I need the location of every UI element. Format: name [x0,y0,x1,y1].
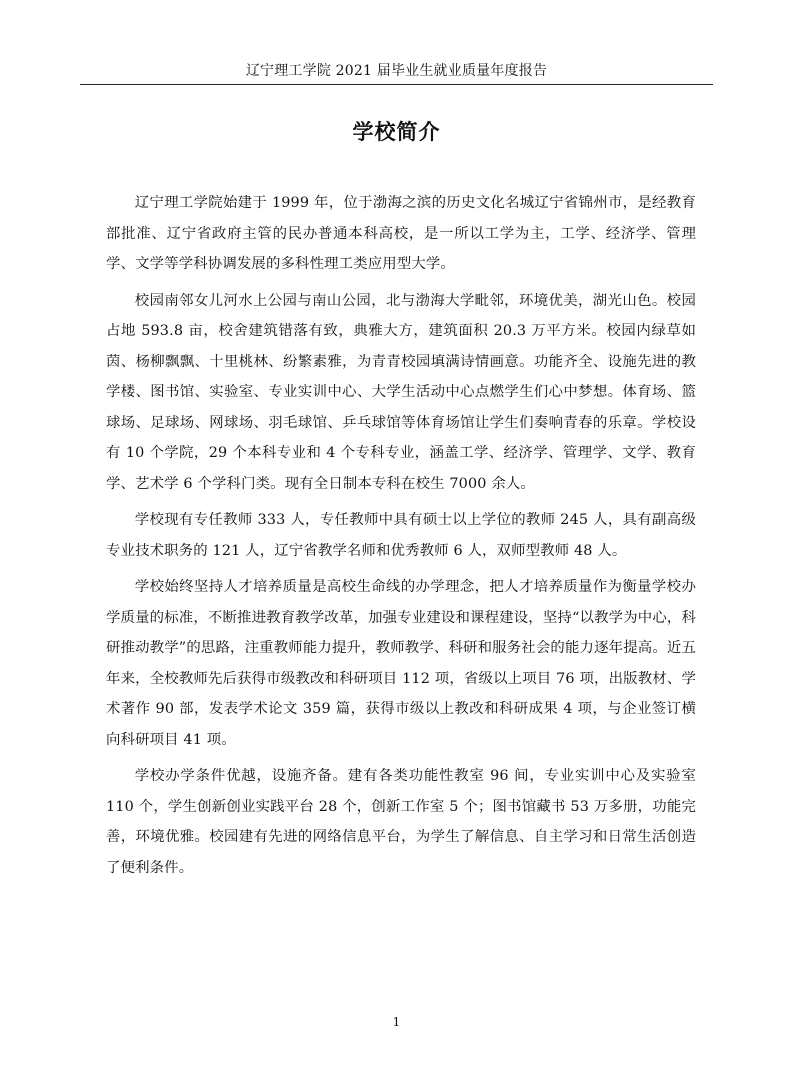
paragraph-facilities: 学校办学条件优越，设施齐备。建有各类功能性教室 96 间，专业实训中心及实验室 110 个，学生创新创业实践平台 28 个，创新工作室 5 个；图书馆藏书 53 万多册，功能完善，环境优雅。校园建有先进的网络信息平台，为学生了解信息、自主学习和日常生活创造了便利条件。 [106,768,696,876]
body-text [106,188,696,889]
paragraph-faculty: 学校现有专任教师 333 人，专任教师中具有硕士以上学位的教师 245 人，具有副高级专业技术职务的 121 人，辽宁省教学名师和优秀教师 6 人，双师型教师 48 人。 [106,512,696,559]
page-title: 学校简介 [352,119,441,144]
paragraph-campus: 校园南邻女儿河水上公园与南山公园，北与渤海大学毗邻，环境优美，湖光山色。校园占地 593.8 亩，校舍建筑错落有致，典雅大方，建筑面积 20.3 万平方米。校园内绿草如茵、杨柳飘飘、十里桃林、纷繁素雅，为青青校园填满诗情画意。功能齐全、设施先进的教学楼、图书馆、实验室、专业实训中心、大学生活动中心点燃学生们心中梦想。体育场、篮球场、足球场、网球场、羽毛球馆、乒乓球馆等体育场馆让学生们奏响青春的乐章。学校设有 10 个学院，29 个本科专业和 4 个专科专业，涵盖工学、经济学、管理学、文学、教育学、艺术学 6 个学科门类。现有全日制本专科在校生 7000 余人。 [106,292,696,492]
page-number: 1 [392,1015,401,1029]
header-divider [80,84,713,85]
paragraph-philosophy: 学校始终坚持人才培养质量是高校生命线的办学理念，把人才培养质量作为衡量学校办学质量的标准，不断推进教育教学改革，加强专业建设和课程建设，坚持“以教学为中心，科研推动教学”的思路，注重教师能力提升，教师教学、科研和服务社会的能力逐年提高。近五年来，全校教师先后获得市级教改和科研项目 112 项，省级以上项目 76 项，出版教材、学术著作 90 部，发表学术论文 359 篇，获得市级以上教改和科研成果 4 项，与企业签订横向科研项目 41 项。 [106,579,696,748]
page-header: 辽宁理工学院 2021 届毕业生就业质量年度报告 [245,63,548,79]
paragraph-intro: 辽宁理工学院始建于 1999 年，位于渤海之滨的历史文化名城辽宁省锦州市，是经教育部批准、辽宁省政府主管的民办普通本科高校，是一所以工学为主，工学、经济学、管理学、文学等学科协调发展的多科性理工类应用型大学。 [106,195,696,272]
